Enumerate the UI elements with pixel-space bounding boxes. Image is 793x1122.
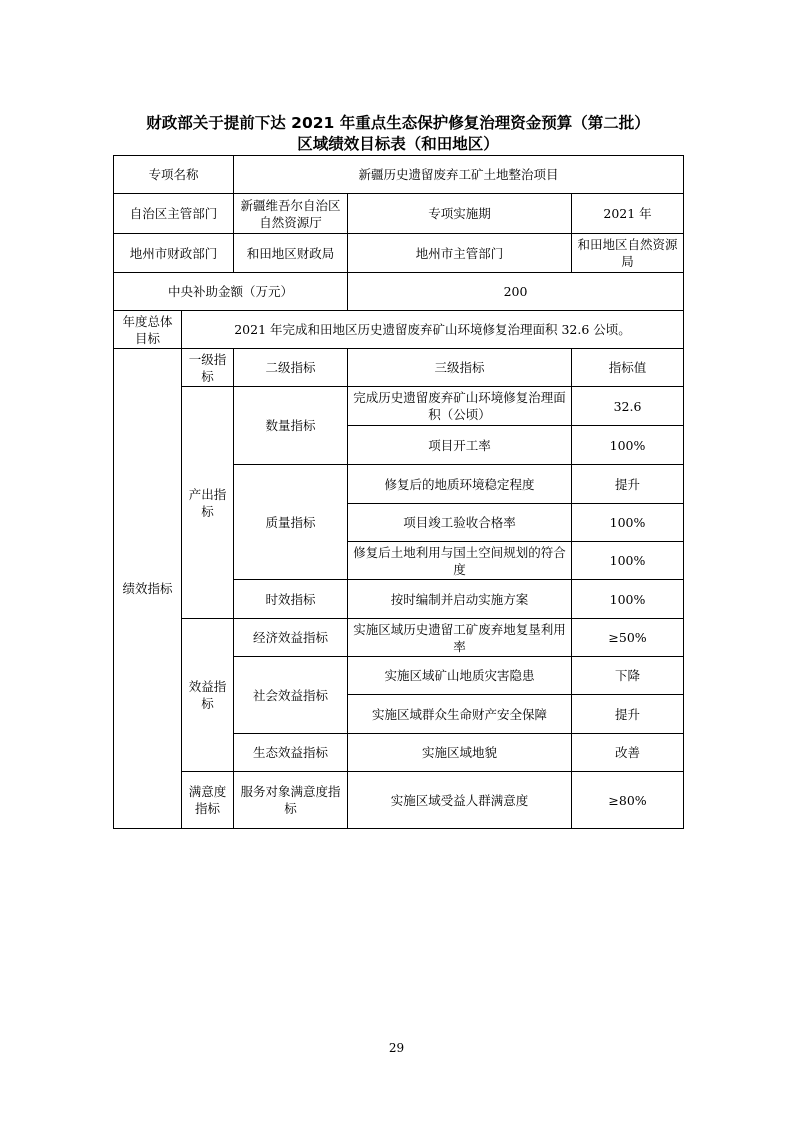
page-number: 29 xyxy=(388,1041,405,1055)
table-row xyxy=(114,234,684,273)
page-subtitle: 区域绩效目标表（和田地区） xyxy=(297,135,499,153)
indicator-name: 实施区域地貌 xyxy=(348,734,572,772)
indicator-name: 按时编制并启动实施方案 xyxy=(348,580,572,619)
indicator-name: 实施区域群众生命财产安全保障 xyxy=(348,695,572,734)
table-row xyxy=(114,194,684,234)
table-row xyxy=(114,349,684,387)
prefecture-finance-label: 地州市财政部门 xyxy=(114,234,234,273)
annual-goal-value: 2021 年完成和田地区历史遗留废弃矿山环境修复治理面积 32.6 公顷。 xyxy=(182,311,684,349)
indicator-name: 实施区域矿山地质灾害隐患 xyxy=(348,657,572,695)
indicator-value: ≥50% xyxy=(572,619,684,657)
period-label: 专项实施期 xyxy=(348,194,572,234)
table-row xyxy=(114,619,684,657)
indicator-value: 下降 xyxy=(572,657,684,695)
indicator-value: 提升 xyxy=(572,695,684,734)
region-dept-value: 新疆维吾尔自治区自然资源厅 xyxy=(234,194,348,234)
output-indicator-label: 产出指标 xyxy=(182,387,234,619)
indicator-name: 项目竣工验收合格率 xyxy=(348,504,572,542)
table-row xyxy=(114,387,684,426)
satisfaction-indicator-label: 满意度指标 xyxy=(182,772,234,829)
table-row xyxy=(114,772,684,829)
indicator-value: ≥80% xyxy=(572,772,684,829)
prefecture-dept-value: 和田地区自然资源局 xyxy=(572,234,684,273)
project-name-label: 专项名称 xyxy=(114,156,234,194)
prefecture-dept-label: 地州市主管部门 xyxy=(348,234,572,273)
indicator-name: 实施区域历史遗留工矿废弃地复垦利用率 xyxy=(348,619,572,657)
indicator-name: 项目开工率 xyxy=(348,426,572,465)
page-title: 财政部关于提前下达 2021 年重点生态保护修复治理资金预算（第二批） xyxy=(146,114,650,132)
performance-target-table xyxy=(113,155,684,829)
quality-indicator-label: 质量指标 xyxy=(234,465,348,580)
service-indicator-label: 服务对象满意度指标 xyxy=(234,772,348,829)
subsidy-value: 200 xyxy=(348,273,684,311)
benefit-indicator-label: 效益指标 xyxy=(182,619,234,772)
table-row xyxy=(114,273,684,311)
subsidy-label: 中央补助金额（万元） xyxy=(114,273,348,311)
col-header-level2: 二级指标 xyxy=(234,349,348,387)
section-label: 绩效指标 xyxy=(114,349,182,829)
economic-indicator-label: 经济效益指标 xyxy=(234,619,348,657)
col-header-value: 指标值 xyxy=(572,349,684,387)
indicator-value: 100% xyxy=(572,542,684,580)
period-value: 2021 年 xyxy=(572,194,684,234)
region-dept-label: 自治区主管部门 xyxy=(114,194,234,234)
indicator-value: 32.6 xyxy=(572,387,684,426)
indicator-value: 提升 xyxy=(572,465,684,504)
ecological-indicator-label: 生态效益指标 xyxy=(234,734,348,772)
col-header-level1: 一级指标 xyxy=(182,349,234,387)
timeliness-indicator-label: 时效指标 xyxy=(234,580,348,619)
indicator-value: 100% xyxy=(572,580,684,619)
annual-goal-label: 年度总体目标 xyxy=(114,311,182,349)
indicator-name: 修复后土地利用与国土空间规划的符合度 xyxy=(348,542,572,580)
indicator-value: 100% xyxy=(572,426,684,465)
indicator-name: 实施区域受益人群满意度 xyxy=(348,772,572,829)
col-header-level3: 三级指标 xyxy=(348,349,572,387)
indicator-name: 完成历史遗留废弃矿山环境修复治理面积（公顷） xyxy=(348,387,572,426)
indicator-value: 100% xyxy=(572,504,684,542)
social-indicator-label: 社会效益指标 xyxy=(234,657,348,734)
project-name-value: 新疆历史遗留废弃工矿土地整治项目 xyxy=(234,156,684,194)
prefecture-finance-value: 和田地区财政局 xyxy=(234,234,348,273)
table-row xyxy=(114,156,684,194)
indicator-value: 改善 xyxy=(572,734,684,772)
table-row xyxy=(114,311,684,349)
indicator-name: 修复后的地质环境稳定程度 xyxy=(348,465,572,504)
quantity-indicator-label: 数量指标 xyxy=(234,387,348,465)
